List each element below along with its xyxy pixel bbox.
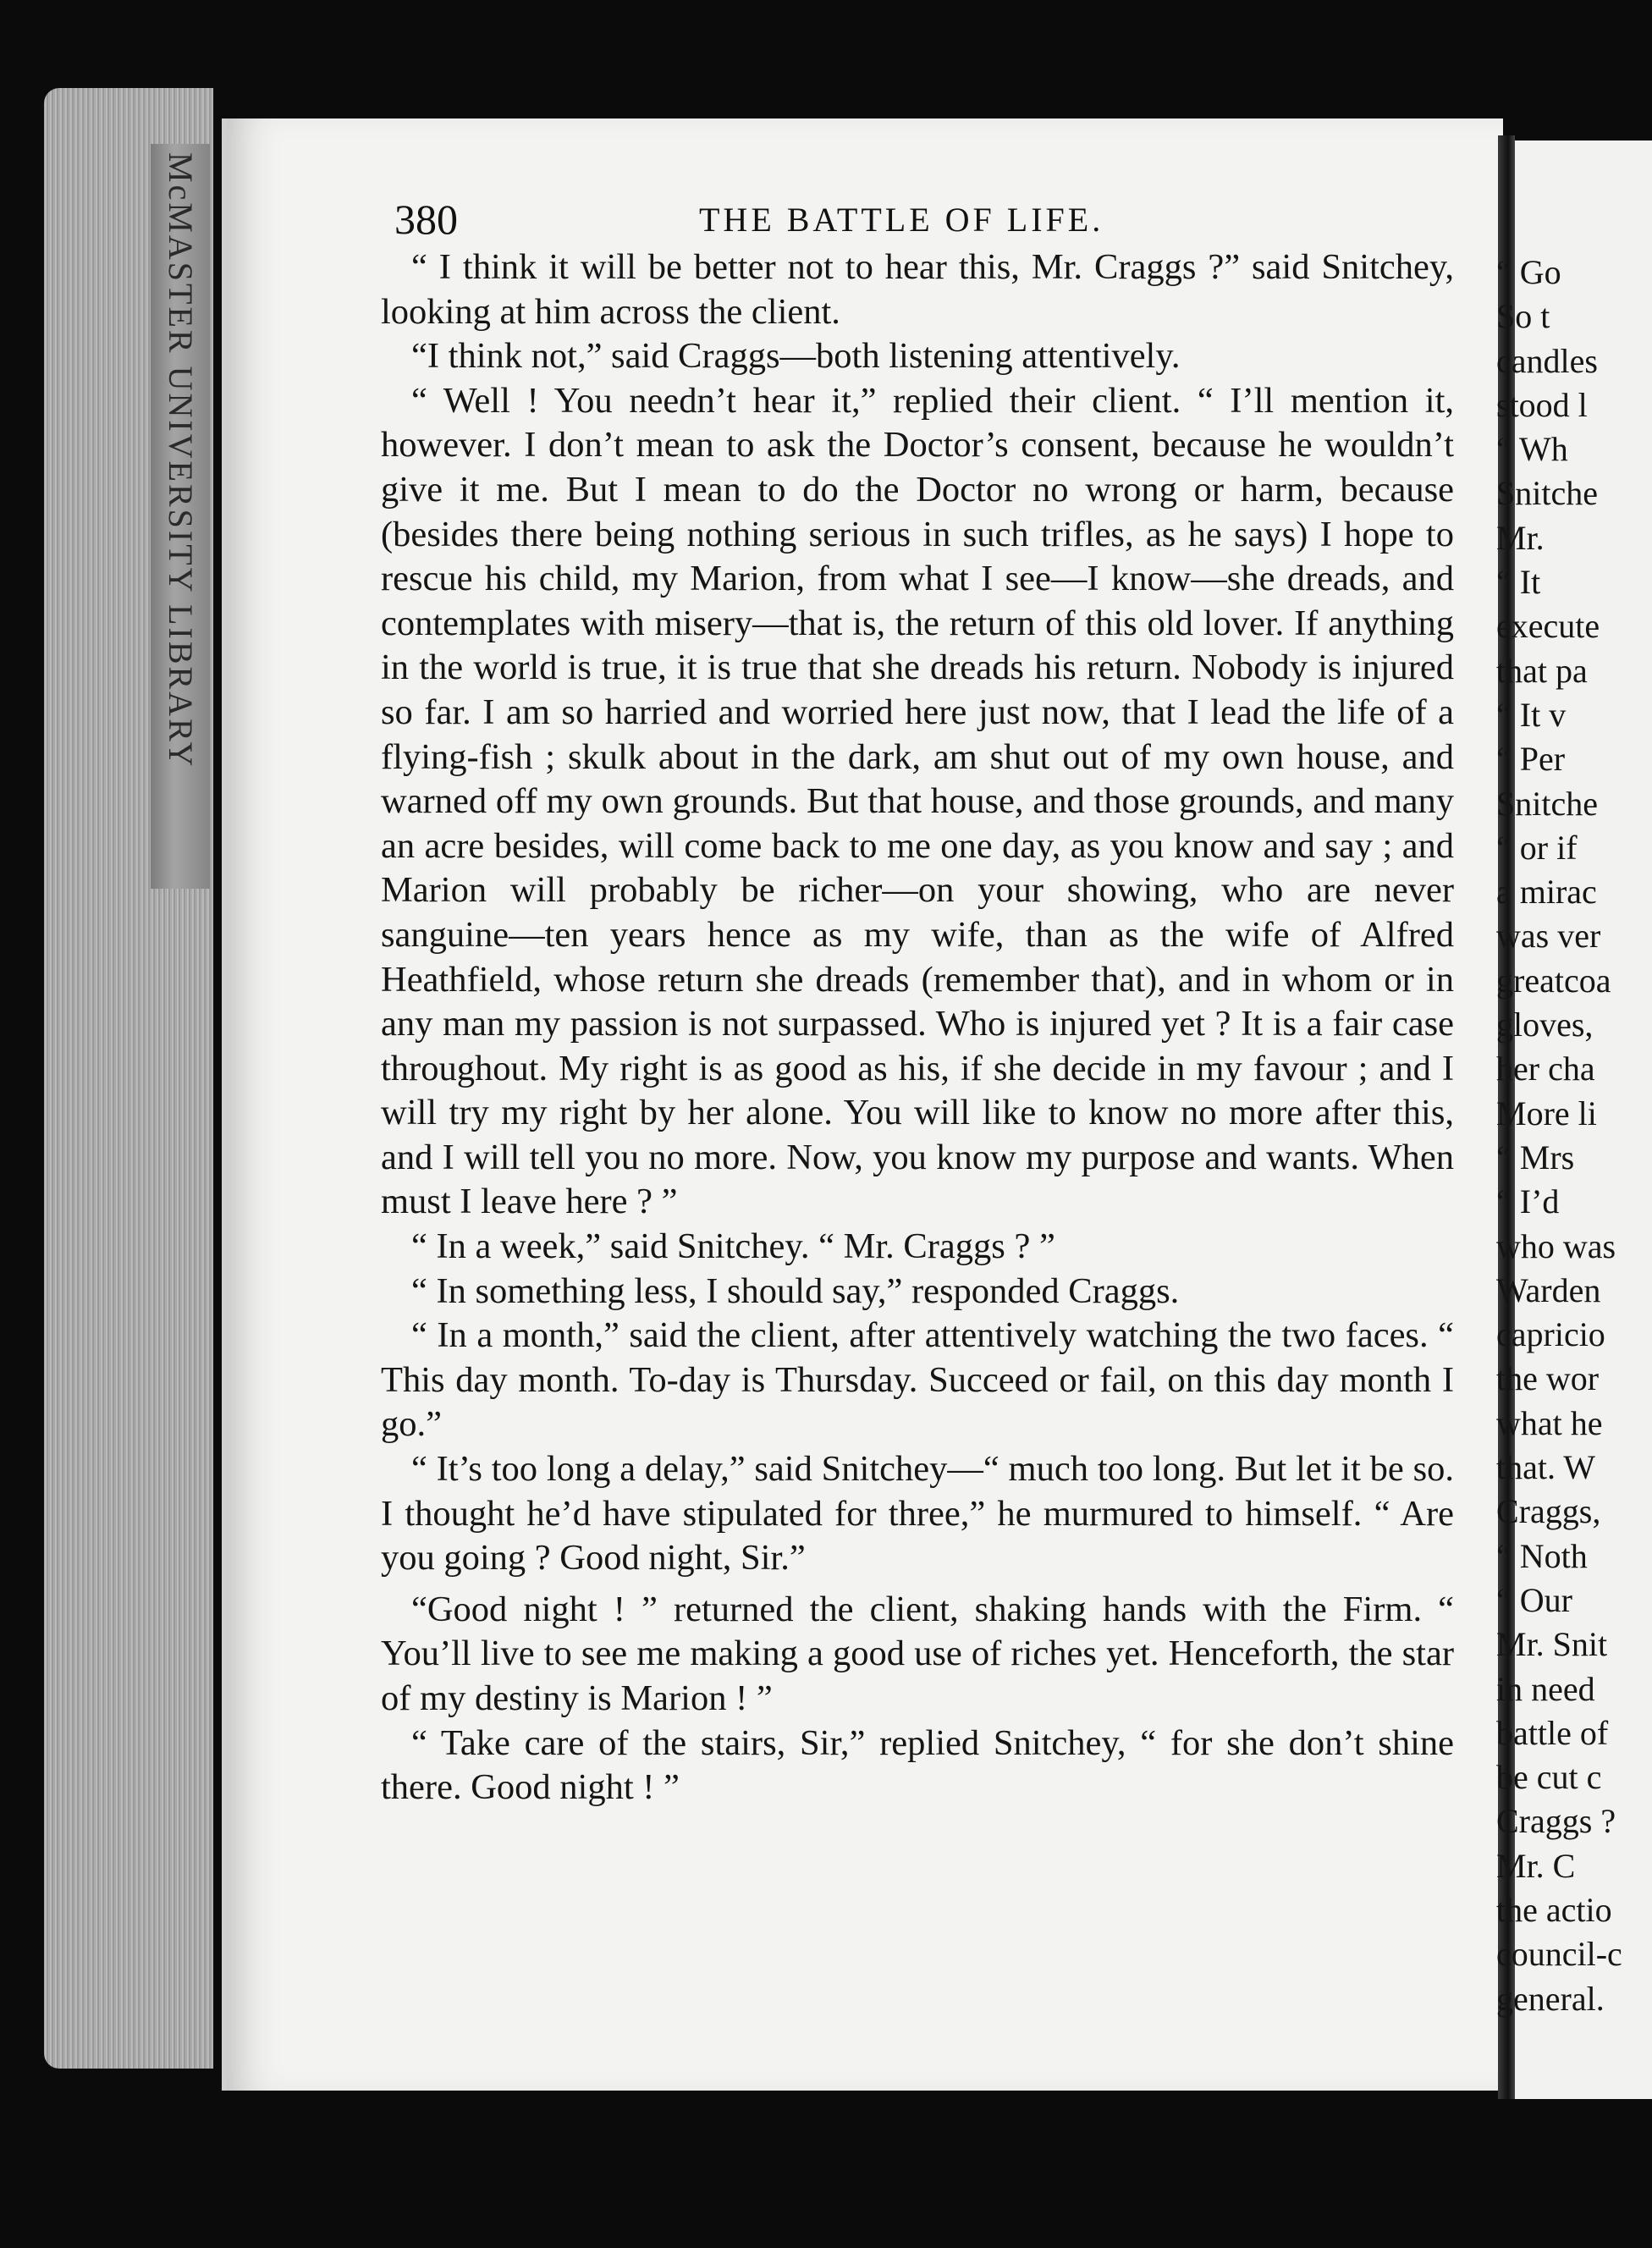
right-line: what he: [1496, 1403, 1603, 1442]
right-line: Craggs ?: [1496, 1802, 1616, 1841]
right-line: “ Mrs: [1496, 1138, 1575, 1176]
right-line: a mirac: [1496, 873, 1597, 912]
right-line: “ I’d: [1496, 1182, 1560, 1221]
right-line: who was: [1496, 1226, 1616, 1265]
right-line: greatcoa: [1496, 961, 1611, 1000]
paragraph: “ I think it will be better not to hear this, Mr. Craggs ?” said Snitchey, looking at him across the client.: [381, 247, 1454, 332]
right-line: Mr.: [1496, 518, 1545, 557]
right-line: stood l: [1496, 385, 1588, 424]
library-stamp: [151, 144, 210, 889]
right-line: “ It v: [1496, 695, 1567, 734]
right-line: So t: [1496, 297, 1550, 336]
right-line: that. W: [1496, 1448, 1596, 1487]
right-line: More li: [1496, 1094, 1597, 1132]
paragraph: “I think not,” said Craggs—both listening attentively.: [411, 336, 1181, 377]
right-line: be cut c: [1496, 1758, 1602, 1797]
right-line: “ or if: [1496, 828, 1578, 867]
paragraph: “ Take care of the stairs, Sir,” replied Snitchey, “ for she don’t shine there. Good night ! ”: [381, 1722, 1454, 1808]
right-line: her cha: [1496, 1050, 1595, 1088]
right-line: Mr. C: [1496, 1846, 1576, 1885]
right-line: general.: [1496, 1979, 1605, 2018]
paragraph: “ In a month,” said the client, after attentively watching the two faces. “ This day month. To-day is Thursday. Succeed or fail, on this day month I go.”: [381, 1315, 1454, 1445]
right-line: “ It: [1496, 563, 1541, 602]
library-stamp-text: McMASTER UNIVERSITY LIBRARY: [162, 152, 200, 769]
running-title: THE BATTLE OF LIFE.: [699, 201, 1104, 239]
right-line: capricio: [1496, 1315, 1605, 1354]
right-line: Snitche: [1496, 784, 1598, 823]
right-line: the actio: [1496, 1890, 1612, 1929]
right-line: was ver: [1496, 917, 1601, 956]
right-line: battle of: [1496, 1713, 1609, 1752]
right-line: that pa: [1496, 651, 1588, 690]
paragraph: “ It’s too long a delay,” said Snitchey—“ much too long. But let it be so. I thought he’d have stipulated for three,” he murmured to himself. “ Are you going ? Good night, Sir.”: [381, 1449, 1454, 1579]
paragraph: “ In something less, I should say,” responded Craggs.: [411, 1270, 1180, 1311]
right-line: in need: [1496, 1669, 1595, 1708]
right-line: Mr. Snit: [1496, 1625, 1608, 1664]
right-line: execute: [1496, 607, 1600, 646]
paragraph: “Good night ! ” returned the client, shaking hands with the Firm. “ You’ll live to see me making a good use of riches yet. Henceforth, the star of my destiny is Marion ! ”: [381, 1589, 1454, 1718]
right-line: gloves,: [1496, 1006, 1594, 1044]
paragraph: “ Well ! You needn’t hear it,” replied their client. “ I’ll mention it, however. I don’t mean to ask the Doctor’s consent, because he wouldn’t give it me. But I mean to do the Doctor no wrong or harm, because (besides there being nothing serious in such trifles, as he says) I hope to rescue his child, my Marion, from what I see—I know—she dreads, and contemplates with misery—that is, the return of this old lover. If anything in the world is true, it is true that she dreads his return. Nobody is injured so far. I am so harried and worried here just now, that I lead the life of a flying-fish ; skulk about in the dark, am shut out of my own house, and warned off my own grounds. But that house, and those grounds, and many an acre besides, will come back to me one day, as you know and say ; and Marion will probably be richer—on your showing, who are never sanguine—ten years hence as my wife, than as the wife of Alfred Heathfield, whose return she dreads (remember that), and in whom or in any man my passion is not surpassed. Who is injured yet ? It is a fair case throughout. My right is as good as his, if she decide in my favour ; and I will try my right by her alone. You will like to know no more after this, and I will tell you no more. Now, you know my purpose and wants. When must I leave here ? ”: [381, 380, 1454, 1222]
right-line: the wor: [1496, 1359, 1600, 1398]
body-text: [381, 245, 1454, 1810]
right-line: “ Go: [1496, 253, 1561, 291]
right-line: candles: [1496, 341, 1598, 380]
page-number: 380: [394, 196, 458, 243]
paragraph: “ In a week,” said Snitchey. “ Mr. Craggs ? ”: [411, 1226, 1055, 1267]
right-page-text: [1496, 251, 1652, 2021]
right-line: “ Per: [1496, 740, 1566, 779]
right-line: Snitche: [1496, 474, 1598, 513]
right-line: Craggs,: [1496, 1492, 1601, 1531]
right-line: “ Wh: [1496, 430, 1568, 469]
right-line: council-c: [1496, 1935, 1622, 1974]
right-line: Warden: [1496, 1270, 1601, 1309]
right-line: “ Our: [1496, 1580, 1572, 1619]
right-line: “ Noth: [1496, 1536, 1588, 1575]
